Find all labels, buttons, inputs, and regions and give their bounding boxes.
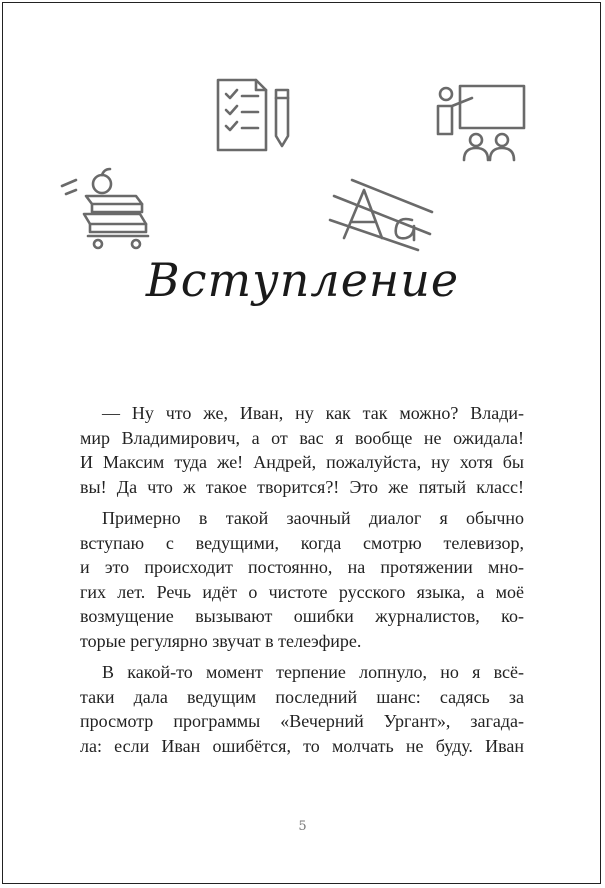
body-text xyxy=(80,401,524,765)
text-line: ла: если Иван ошибётся, то молчать не буду. Иван xyxy=(80,735,524,756)
teacher-board-icon xyxy=(430,82,530,164)
text-line: мир Владимирович, а от вас я вообще не ожидала! xyxy=(80,427,524,448)
text-line: просмотр программы «Вечерний Ургант», загада- xyxy=(80,711,524,731)
text-line: торые регулярно звучат в телеэфире. xyxy=(80,630,362,651)
text-line: вступаю с ведущими, когда смотрю телевизор, xyxy=(80,532,524,553)
books-apple-icon xyxy=(58,166,168,252)
checklist-pencil-icon xyxy=(212,76,296,156)
paragraph xyxy=(80,506,524,653)
chapter-heading: Вступление xyxy=(145,253,460,307)
text-line: — Ну что же, Иван, ну как так можно? Влади- xyxy=(102,403,524,423)
text-line: Примерно в такой заочный диалог я обычно xyxy=(102,508,524,528)
text-line: и это происходит постоянно, на протяжении мно- xyxy=(80,557,524,577)
page-number: 5 xyxy=(298,819,307,834)
text-line: вы! Да что ж такое творится?! Это же пятый класс! xyxy=(80,476,524,497)
text-line: И Максим туда же! Андрей, пожалуйста, ну хотя бы xyxy=(80,452,524,472)
text-line: В какой-то момент терпение лопнуло, но я всё- xyxy=(102,662,524,682)
text-line: возмущение вызывают ошибки журналистов, ко- xyxy=(80,606,524,626)
paragraph xyxy=(80,660,524,758)
text-line: гих лет. Речь идёт о чистоте русского языка, а моё xyxy=(80,581,524,602)
alphabet-letters-icon xyxy=(326,176,436,252)
text-line: таки дала ведущим последний шанс: садясь за xyxy=(80,686,524,707)
paragraph xyxy=(80,401,524,499)
